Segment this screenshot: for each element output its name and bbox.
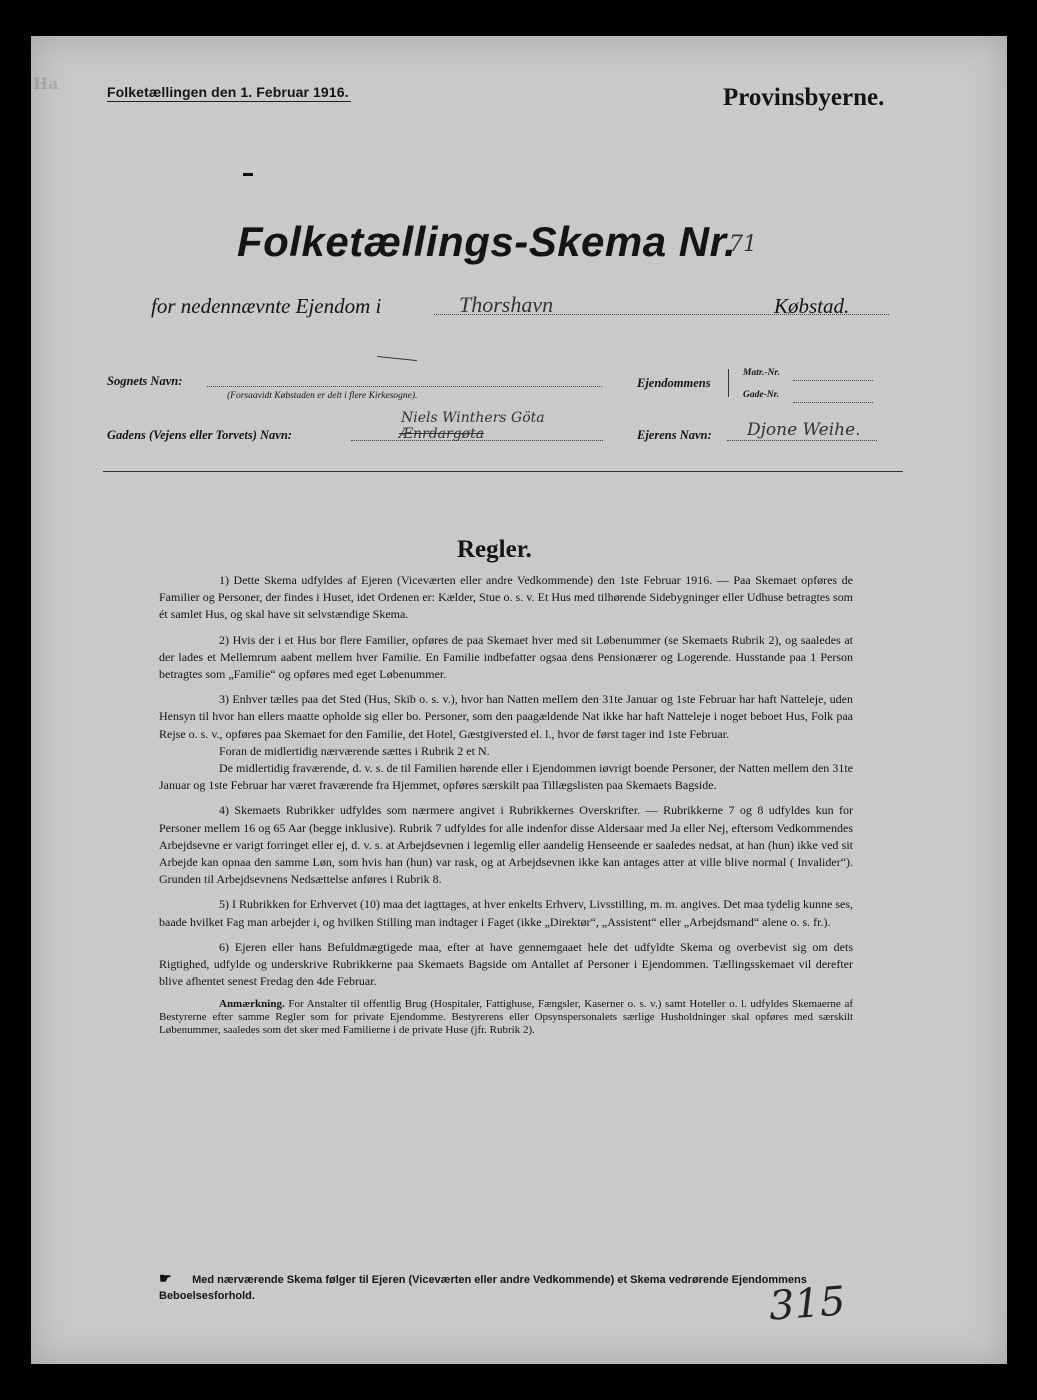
header-divider [103, 471, 903, 472]
rule-2: 2) Hvis der i et Hus bor flere Familier, opføres de paa Skemaet hver med sit Løbenummer (se Skemaets Rubrik 2), og saaledes at der lades et Mellemrum aabent mellem hver Familie. En Familie indbefatter ogsaa dens Pensionærer og Logerende. Husstande paa 1 Person betragtes som „Familie“ og opføres med eget Løbenummer. [159, 632, 853, 682]
matr-label: Matr.-Nr. [743, 368, 780, 378]
gadens-label: Gadens (Vejens eller Torvets) Navn: [107, 428, 292, 442]
regler-title: Regler. [457, 536, 532, 563]
ejendommens-label: Ejendommens [637, 376, 711, 390]
footer-note-text: Med nærværende Skema følger til Ejeren (Viceværten eller andre Vedkommende) et Skema vedrørende Ejendommens Beboelsesforhold. [159, 1274, 807, 1302]
anmaerkning [159, 998, 853, 1037]
gadens-handwritten: Niels Winthers Göta [401, 410, 545, 426]
census-date-header: Folketællingen den 1. Februar 1916. [107, 84, 349, 100]
sognets-label: Sognets Navn: [107, 374, 183, 388]
form-title: Folketællings-Skema Nr. [237, 218, 737, 265]
rule-6: 6) Ejeren eller hans Befuldmægtigede maa, efter at have gennemgaaet hele det udfyldte Skema og overbevist sig om dets Rigtighed, udfylde og underskrive Rubrikkerne paa Skemaets Bagside om Antallet af Personer i Ejendommen. Tællingsskemaet vil derefter blive afhentet senest Fredag den 4de Februar. [159, 939, 853, 989]
anmaerkning-label: Anmærkning. [219, 998, 285, 1011]
sognets-dash-handwritten [377, 356, 417, 361]
ejerens-label: Ejerens Navn: [637, 428, 712, 442]
property-line-tail: Købstad. [774, 294, 850, 318]
rule-5: 5) I Rubrikken for Erhvervet (10) maa det iagttages, at hver enkelts Erhverv, Livsstilling, m. m. angives. Det maa tydelig kunne ses, baade hvilket Fag man arbejder i, og hvilken Stilling man indtager i Faget (ikke „Direktør“, „Assistent“ eller „Arbejdsmand“ alene o. s. fr.). [159, 897, 853, 929]
stray-ink-mark [243, 173, 253, 176]
gadens-handwritten-struck: Ænrdargøta [399, 426, 485, 442]
page-number-handwritten: 315 [767, 1278, 847, 1330]
pointing-hand-icon: ☛ [159, 1270, 172, 1286]
rule-1: 1) Dette Skema udfyldes af Ejeren (Viceværten eller andre Vedkommende) den 1ste Februar 1916. — Paa Skemaet opføres de Familier og Personer, der findes i Huset, idet Ordenen er: Kælder, Stue o. s. v. Et Hus med tilhørende Sidebygninger eller Udhuse betragtes som ét samlet Hus, og skal have sit selvstændige Skema. [159, 573, 853, 622]
ejerens-handwritten: Djone Weihe. [747, 420, 861, 440]
bleed-through-text: Ha [33, 74, 59, 93]
rule-3b: Foran de midlertidig nærværende sættes i Rubrik 2 et N. [219, 743, 490, 758]
form-number-handwritten: 71 [729, 232, 757, 257]
rules-body [159, 572, 853, 1045]
ejendommens-brace [728, 369, 733, 397]
sognets-note: (Forsaavidt Købstaden er delt i flere Kirkesogne). [227, 391, 418, 401]
ejerens-dotted-line [727, 440, 877, 441]
town-handwritten: Thorshavn [459, 292, 554, 317]
rule-3: 3) Enhver tælles paa det Sted (Hus, Skib o. s. v.), hvor han Natten mellem den 31te Januar og 1ste Februar har haft Natteleje, uden Hensyn til hvor han ellers maatte opholde sig eller bo. Personer, som den paagældende Nat ikke har haft Natteleje i noget beboet Hus, Folk paa Rejse o. s. v., opføres paa Skemaet for den Familie, det Hotel, Gæstgiversted el. l., hvor de først tager ind 1ste Februar. [159, 692, 853, 741]
region-header: Provinsbyerne. [723, 84, 885, 111]
property-line-lead: for nedennævnte Ejendom i [151, 294, 382, 318]
sognets-dotted-line [207, 386, 602, 387]
gade-dotted-line [793, 402, 873, 403]
census-form-page [31, 36, 1007, 1364]
rule-4: 4) Skemaets Rubrikker udfyldes som nærmere angivet i Rubrikkernes Overskrifter. — Rubrikkerne 7 og 8 udfyldes kun for Personer mellem 16 og 65 Aar (begge inklusive). Rubrik 7 udfyldes for alle indenfor disse Aldersaar med Ja eller Nej, eftersom Vedkommendes Arbejdsevne er varigt forringet eller ej, d. v. s. at Arbejdsevnen i legemlig eller aandelig Henseende er saaledes nedsat, at han (hun) ikke ved sit Arbejde kan opnaa den samme Løn, som hvis han (hun) var rask, og at Arbejdsevnen ikke kan antages atter at ville blive normal ( Invalider“). Grunden til Arbejdsevnens Nedsættelse anføres i Rubrik 8. [159, 803, 853, 887]
rule-3c: De midlertidig fraværende, d. v. s. de til Familien hørende eller i Ejendommen iøvrigt boende Personer, der Natten mellem den 31te Januar og 1ste Februar har været fraværende fra Hjemmet, opføres særskilt paa Tillægslisten paa Skemaets Bagside. [159, 761, 853, 793]
matr-dotted-line [793, 380, 873, 381]
anmaerkning-text: For Anstalter til offentlig Brug (Hospitaler, Fattighuse, Fængsler, Kaserner o. s. v.) samt Hoteller o. l. udfyldes Skemaerne af Bestyrerne efter samme Regler som for private Ejendomme. Bestyrerens eller Opsynspersonalets særlige Husholdninger skal opføres med særskilt Løbenummer, saaledes som det sker med Familierne i de private Huse (jfr. Rubrik 2). [159, 998, 853, 1037]
gade-label: Gade-Nr. [743, 390, 780, 400]
footer-note [159, 1270, 849, 1304]
